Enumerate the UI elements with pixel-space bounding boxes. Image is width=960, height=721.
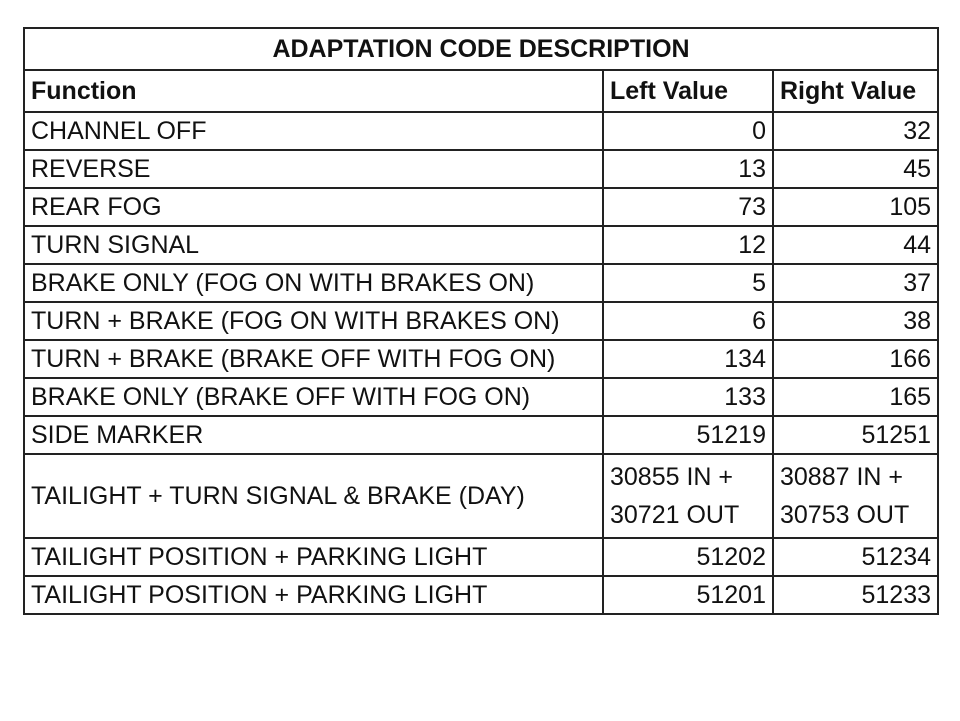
right-value-cell: 51251 [773,416,938,454]
function-cell: TURN + BRAKE (FOG ON WITH BRAKES ON) [24,302,603,340]
right-value-line: 30887 IN + [780,463,904,491]
right-value-cell: 105 [773,188,938,226]
left-value-cell: 134 [603,340,773,378]
title-row [24,28,938,70]
function-cell: BRAKE ONLY (FOG ON WITH BRAKES ON) [24,264,603,302]
right-value-cell: 51233 [773,576,938,614]
function-cell: CHANNEL OFF [24,112,603,150]
table-row [24,302,938,340]
function-cell: TAILIGHT POSITION + PARKING LIGHT [24,576,603,614]
right-value-cell: 165 [773,378,938,416]
table-row [24,226,938,264]
right-value-cell: 32 [773,112,938,150]
left-value-cell: 73 [603,188,773,226]
table-title: ADAPTATION CODE DESCRIPTION [24,28,938,70]
header-function: Function [24,70,603,112]
table-row [24,538,938,576]
right-value-line: 30753 OUT [780,501,910,529]
left-value-cell: 51202 [603,538,773,576]
right-value-cell: 45 [773,150,938,188]
right-value-cell: 37 [773,264,938,302]
right-value-cell: 166 [773,340,938,378]
right-value-cell [773,454,938,538]
left-value-cell: 51201 [603,576,773,614]
table-row [24,454,938,538]
table-row [24,150,938,188]
function-cell: BRAKE ONLY (BRAKE OFF WITH FOG ON) [24,378,603,416]
header-right-value: Right Value [773,70,938,112]
table-row [24,112,938,150]
left-value-cell: 5 [603,264,773,302]
table-row [24,340,938,378]
left-value-cell: 13 [603,150,773,188]
table-row [24,378,938,416]
function-cell: TAILIGHT + TURN SIGNAL & BRAKE (DAY) [24,454,603,538]
adaptation-code-table [23,27,939,615]
header-row [24,70,938,112]
left-value-cell: 0 [603,112,773,150]
left-value-line: 30855 IN + [610,463,734,491]
adaptation-code-sheet [23,27,937,615]
right-value-cell: 38 [773,302,938,340]
table-row [24,264,938,302]
left-value-cell: 51219 [603,416,773,454]
function-cell: TURN SIGNAL [24,226,603,264]
header-left-value: Left Value [603,70,773,112]
left-value-cell: 133 [603,378,773,416]
function-cell: SIDE MARKER [24,416,603,454]
right-value-cell: 44 [773,226,938,264]
left-value-cell [603,454,773,538]
right-value-cell: 51234 [773,538,938,576]
function-cell: TAILIGHT POSITION + PARKING LIGHT [24,538,603,576]
table-row [24,188,938,226]
left-value-line: 30721 OUT [610,501,740,529]
left-value-cell: 12 [603,226,773,264]
left-value-cell: 6 [603,302,773,340]
function-cell: TURN + BRAKE (BRAKE OFF WITH FOG ON) [24,340,603,378]
table-row [24,416,938,454]
function-cell: REVERSE [24,150,603,188]
function-cell: REAR FOG [24,188,603,226]
table-row [24,576,938,614]
